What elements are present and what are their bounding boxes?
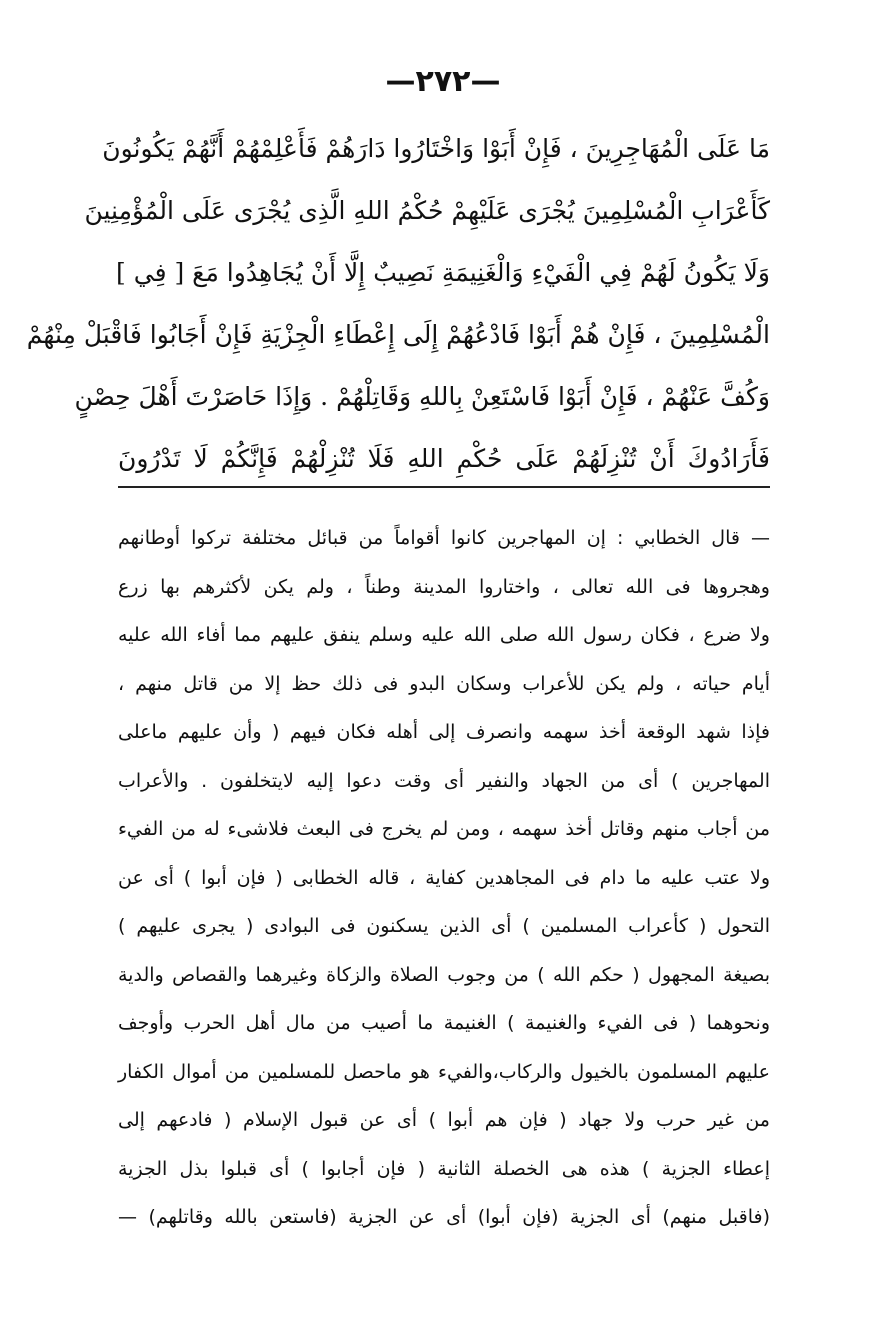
commentary-line: ونحوهما ( فى الفيء والغنيمة ) الغنيمة ما أصيب من مال أهل الحرب وأوجف [118, 1012, 770, 1034]
commentary-line: المهاجرين ) أى من الجهاد والنفير أى وقت دعوا إليه لايتخلفون . والأعراب [118, 769, 770, 792]
hadith-line: وَلَا يَكُونُ لَهُمْ فِي الْفَيْءِ وَالْغَنِيمَةِ نَصِيبٌ إِلَّا أَنْ يُجَاهِدُوا مَعَ [ فِي ] [116, 258, 770, 287]
commentary-line: (فاقبل منهم) أى الجزية (فإن أبوا) أى عن الجزية (فاستعن بالله وقاتلهم) — [118, 1206, 770, 1228]
section-divider [118, 486, 770, 488]
hadith-line: كَأَعْرَابِ الْمُسْلِمِينَ يُجْرَى عَلَيْهِمْ حُكْمُ اللهِ الَّذِى يُجْرَى عَلَى الْمُؤْمِنِينَ [84, 196, 770, 225]
hadith-line: الْمُسْلِمِينَ ، فَإِنْ هُمْ أَبَوْا فَادْعُهُمْ إِلَى إِعْطَاءِ الْجِزْيَةِ فَإِنْ أَجَابُوا فَاقْبَلْ مِنْهُمْ [26, 320, 770, 349]
page-number: —٢٧٢— [385, 64, 501, 99]
commentary-line: بصيغة المجهول ( حكم الله ) من وجوب الصلاة والزكاة وغيرهما والقصاص والدية [118, 963, 770, 986]
commentary-line: — قال الخطابي : إن المهاجرين كانوا أقواماً من قبائل مختلفة تركوا أوطانهم [118, 527, 770, 549]
hadith-line: وَكُفَّ عَنْهُمْ ، فَإِنْ أَبَوْا فَاسْتَعِنْ بِاللهِ وَقَاتِلْهُمْ . وَإِذَا حَاصَرْتَ أَهْلَ حِصْنٍ [74, 382, 770, 411]
hadith-line: فَأَرَادُوكَ أَنْ تُنْزِلَهُمْ عَلَى حُكْمِ اللهِ فَلَا تُنْزِلْهُمْ فَإِنَّكُمْ لَا تَدْرُونَ [118, 444, 770, 473]
commentary-line: فإذا شهد الوقعة أخذ سهمه وانصرف إلى أهله فكان فيهم ( وأن عليهم ماعلى [118, 721, 770, 743]
hadith-line: مَا عَلَى الْمُهَاجِرِينَ ، فَإِنْ أَبَوْا وَاخْتَارُوا دَارَهُمْ فَأَعْلِمْهُمْ أَنَّهُمْ يَكُونُونَ [102, 134, 770, 163]
hadith-text-block [26, 118, 770, 490]
commentary-line: عليهم المسلمون بالخيول والركاب،والفيء هو ماحصل للمسلمين من أموال الكفار [118, 1060, 770, 1083]
commentary-line: وهجروها فى الله تعالى ، واختاروا المدينة وطناً ، ولم يكن لأكثرهم بها زرع [118, 575, 770, 598]
commentary-line: من أجاب منهم وقاتل أخذ سهمه ، ومن لم يخرج فى البعث فلاشىء له من الفيء [118, 818, 770, 840]
commentary-line: ولا عتب عليه ما دام فى المجاهدين كفاية ، قاله الخطابى ( فإن أبوا ) أى عن [118, 866, 770, 889]
commentary-line: أيام حياته ، ولم يكن للأعراب وسكان البدو فى ذلك حظ إلا من قاتل منهم ، [118, 672, 770, 695]
commentary-line: إعطاء الجزية ) هذه هى الخصلة الثانية ( فإن أجابوا ) أى قبلوا بذل الجزية [118, 1157, 770, 1180]
commentary-line: التحول ( كأعراب المسلمين ) أى الذين يسكنون فى البوادى ( يجرى عليهم ) [118, 915, 770, 937]
commentary-text-block [118, 514, 770, 1242]
commentary-line: ولا ضرع ، فكان رسول الله صلى الله عليه وسلم ينفق عليهم مما أفاء الله عليه [118, 624, 770, 646]
commentary-line: من غير حرب ولا جهاد ( فإن هم أبوا ) أى عن قبول الإسلام ( فادعهم إلى [118, 1109, 770, 1131]
